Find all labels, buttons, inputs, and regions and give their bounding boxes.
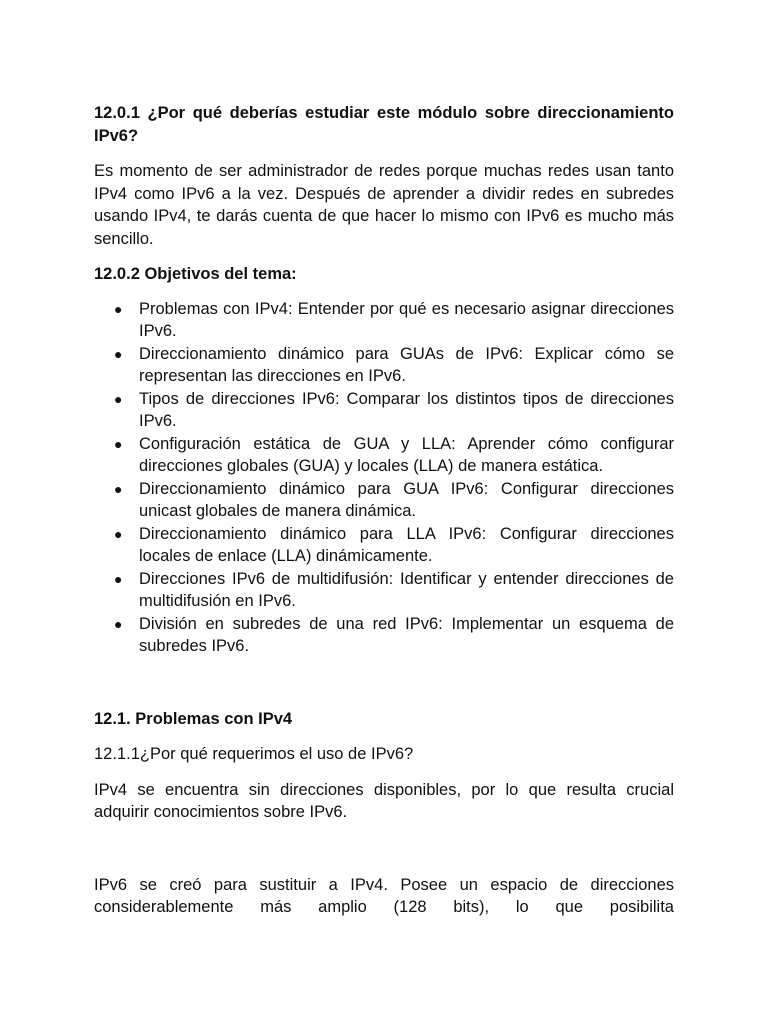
intro-paragraph: Es momento de ser administrador de redes porque muchas redes usan tanto IPv4 como IPv6 a la vez. Después de aprender a dividir redes en subredes usando IPv4, te darás cuenta de que hacer lo mismo con IPv6 es mucho más sencillo.	[94, 162, 674, 248]
bullet-icon: ●	[114, 300, 123, 317]
bullet-icon: ●	[114, 345, 123, 362]
paragraph-ipv6-intro: IPv6 se creó para sustituir a IPv4. Posee un espacio de direcciones considerablemente más amplio (128 bits), lo que posibilita	[94, 875, 674, 916]
list-item	[114, 613, 674, 658]
list-item	[114, 343, 674, 388]
section-heading-why-study: 12.0.1 ¿Por qué deberías estudiar este módulo sobre direccionamiento IPv6?	[94, 104, 674, 145]
list-item-text: Direccionamiento dinámico para GUAs de IPv6: Explicar cómo se representan las direcciones en IPv6.	[139, 344, 674, 385]
bullet-icon: ●	[114, 525, 123, 542]
subsection-title: 12.1.1¿Por qué requerimos el uso de IPv6?	[94, 745, 414, 763]
list-item-text: División en subredes de una red IPv6: Implementar un esquema de subredes IPv6.	[139, 614, 674, 655]
paragraph-ipv4-exhaustion: IPv4 se encuentra sin direcciones disponibles, por lo que resulta crucial adquirir conocimientos sobre IPv6.	[94, 780, 674, 821]
section-heading-objectives: 12.0.2 Objetivos del tema:	[94, 265, 297, 283]
bullet-icon: ●	[114, 480, 123, 497]
list-item-text: Direcciones IPv6 de multidifusión: Identificar y entender direcciones de multidifusión en IPv6.	[139, 569, 674, 610]
list-item-text: Tipos de direcciones IPv6: Comparar los distintos tipos de direcciones IPv6.	[139, 389, 674, 430]
bullet-icon: ●	[114, 435, 123, 452]
document-page	[94, 102, 674, 919]
list-item	[114, 523, 674, 568]
list-item	[114, 433, 674, 478]
list-item	[114, 298, 674, 343]
list-item	[114, 568, 674, 613]
list-item-text: Problemas con IPv4: Entender por qué es necesario asignar direcciones IPv6.	[139, 299, 674, 340]
list-item	[114, 388, 674, 433]
section-heading-ipv4-problems: 12.1. Problemas con IPv4	[94, 709, 293, 728]
list-item-text: Direccionamiento dinámico para LLA IPv6: Configurar direcciones locales de enlace (LLA) dinámicamente.	[139, 524, 674, 565]
list-item-text: Direccionamiento dinámico para GUA IPv6: Configurar direcciones unicast globales de manera dinámica.	[139, 479, 674, 520]
objectives-list	[94, 298, 674, 658]
list-item-text: Configuración estática de GUA y LLA: Aprender cómo configurar direcciones globales (GUA) y locales (LLA) de manera estática.	[139, 434, 674, 475]
list-item	[114, 478, 674, 523]
bullet-icon: ●	[114, 390, 123, 407]
bullet-icon: ●	[114, 615, 123, 632]
bullet-icon: ●	[114, 570, 123, 587]
